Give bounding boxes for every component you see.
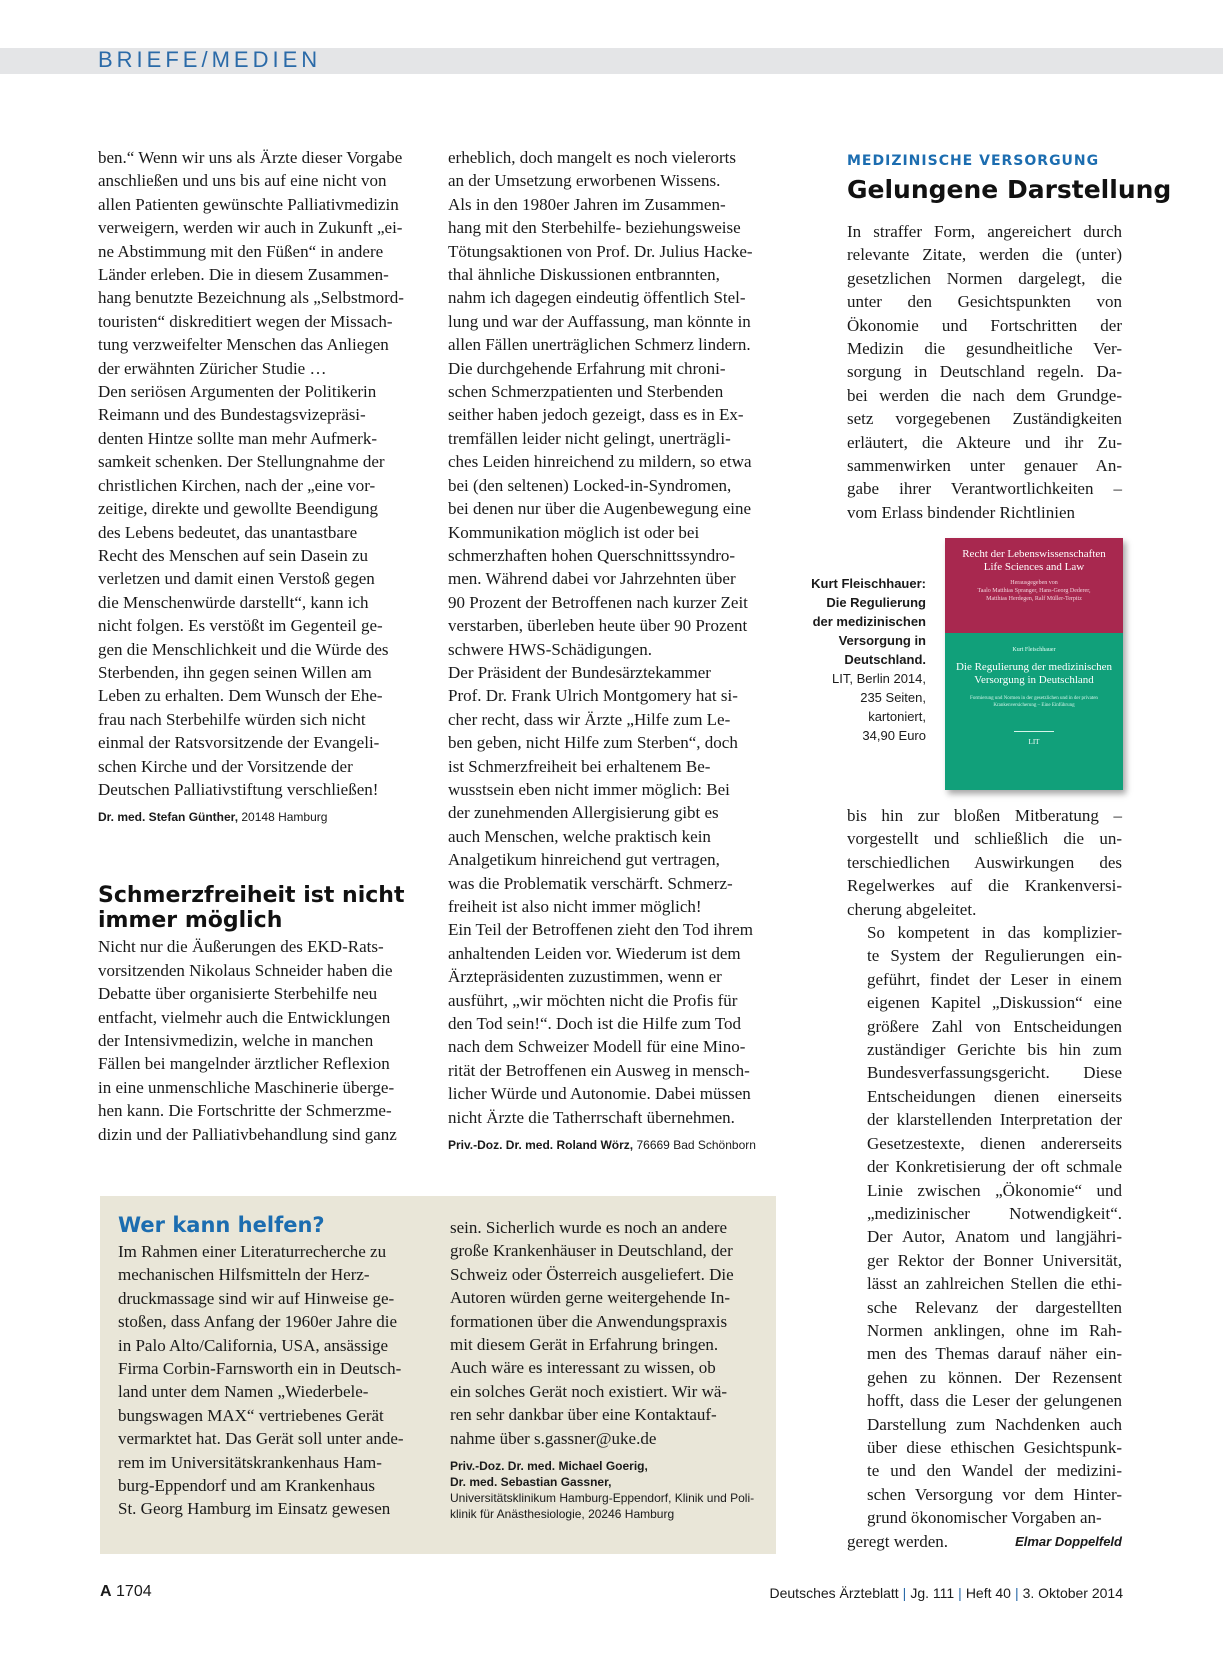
text-line: nicht Ärzte die Tatherrschaft übernehmen.	[448, 1107, 735, 1127]
text-line: erläutert, die Akteure und ihr Zu-	[847, 432, 1122, 452]
text-line: geführt, findet der Leser in einem	[867, 969, 1122, 989]
text-line: nach dem Schweizer Modell für eine Mino-	[448, 1037, 746, 1057]
text-line: ausführt, „wir möchten nicht die Profis für	[448, 990, 738, 1010]
text-line: samkeit schenken. Der Stellungnahme der	[98, 452, 385, 472]
text-line: in Palo Alto/California, USA, ansässige	[118, 1335, 389, 1355]
text-line: 90 Prozent der Betroffenen nach kurzer Zeit	[448, 592, 748, 612]
text-line: der Konkretisierung der oft schmale	[867, 1157, 1122, 1177]
book-cover-rule	[1014, 731, 1054, 732]
review-body-part2	[847, 804, 1122, 1553]
section-header: BRIEFE/MEDIEN	[98, 47, 322, 72]
info-box-title: Wer kann helfen?	[118, 1213, 325, 1237]
text-line: Nicht nur die Äußerungen des EKD-Rats-	[98, 937, 384, 957]
review-last-line: geregt werden. Elmar Doppelfeld	[847, 1530, 1122, 1553]
text-line: Normen anklingen, ohne im Rah-	[867, 1320, 1122, 1340]
text-line: Debatte über organisierte Sterbehilfe neu	[98, 984, 378, 1004]
text-line: hang benutzte Bezeichnung als „Selbstmord-	[98, 288, 404, 308]
text-line: schen Versorgung vor dem Hinter-	[867, 1484, 1122, 1504]
text-line: anhaltenden Leiden vor. Wiederum ist dem	[448, 943, 741, 963]
review-kicker: MEDIZINISCHE VERSORGUNG	[847, 153, 1100, 169]
text-line: was die Problematik verschärft. Schmerz-	[448, 873, 733, 893]
text-line: frau nach Sterbehilfe würden sich nicht	[98, 709, 366, 729]
book-cover-author: Kurt Fleischhauer	[1012, 647, 1056, 653]
text-line: grund ökonomischer Vorgaben an-	[867, 1508, 1102, 1528]
book-cover-banner: Recht der Lebenswissenschaften Life Sciences and Law Herausgegeben von Taalo Matthias Spranger, Hans-Georg Dederer, Matthias Herdegen, Ralf Müller-Terpitz	[945, 538, 1123, 633]
text-line: lung und war der Auffassung, man könnte in	[448, 311, 751, 331]
text-line: ches Leiden hinreichend zu mildern, so etwa	[448, 452, 752, 472]
journal-name: Deutsches Ärzteblatt	[769, 1585, 899, 1601]
text-line: tremfällen leider nicht gelingt, unerträgli-	[448, 428, 731, 448]
text-line: Ärztepräsidenten zuzustimmen, wenn er	[448, 967, 722, 987]
text-line: terschiedlichen Auswirkungen des	[847, 852, 1122, 872]
text-line: Kommunikation möglich ist oder bei	[448, 522, 700, 542]
text-line: allen Patienten gewünschte Palliativmedizin	[98, 194, 399, 214]
info-box-right	[450, 1216, 770, 1522]
signature-name: Priv.-Doz. Dr. med. Roland Wörz,	[448, 1138, 634, 1153]
text-line: sammenwirken unter genauer An-	[847, 456, 1122, 476]
text-line: schen Kirche und der Vorsitzende der	[98, 756, 353, 776]
text-line: entfacht, vielmehr auch die Entwicklungen	[98, 1007, 391, 1027]
review-title: Gelungene Darstellung	[847, 175, 1172, 204]
text-line: rem im Universitätskrankenhaus Ham-	[118, 1452, 382, 1472]
text-line: verweigern, werden wir auch in Zukunft „ei-	[98, 218, 403, 238]
text-line: der Intensivmedizin, welche in manchen	[98, 1031, 374, 1050]
letter-signature	[448, 1137, 778, 1153]
text-line: cherung abgeleitet.	[847, 899, 977, 919]
book-info: Kurt Fleischhauer: Die Regulierung der medizinischen Versorgung in Deutschland. LIT, Berlin 2014, 235 Seiten, kartoniert, 34,90 Euro	[786, 574, 926, 745]
text-line: ben geben, nicht Hilfe zum Sterben“, doch	[448, 733, 738, 753]
signature-place: 20148 Hamburg	[241, 810, 328, 825]
text-line: gen die Menschlichkeit und die Würde des	[98, 639, 389, 659]
text-line: vorsitzenden Nikolaus Schneider haben die	[98, 960, 393, 980]
text-line: große Krankenhäuser in Deutschland, der	[450, 1241, 733, 1261]
text-line: Leben zu erhalten. Dem Wunsch der Ehe-	[98, 686, 383, 706]
letter-body-continued	[448, 146, 778, 1129]
text-line: St. Georg Hamburg im Einsatz gewesen	[118, 1499, 391, 1519]
book-publisher: LIT, Berlin 2014,	[832, 671, 926, 686]
text-line: ist Schmerzfreiheit bei erhaltenem Be-	[448, 756, 711, 776]
text-line: licher Würde und Autonomie. Dabei müssen	[448, 1084, 751, 1104]
text-line: Autoren würden gerne weitergehende In-	[450, 1288, 731, 1308]
book-cover-title: Die Regulierung der medizinischen Versorgung in Deutschland	[955, 661, 1113, 686]
text-line: mechanischen Hilfsmitteln der Herz-	[118, 1265, 370, 1285]
text-line: bis hin zur bloßen Mitberatung –	[847, 806, 1122, 825]
text-line: Bundesverfassungsgericht. Diese	[867, 1063, 1122, 1083]
text-line: freiheit ist also nicht immer möglich!	[448, 897, 702, 916]
text-line: an der Umsetzung erworbenen Wissens.	[448, 171, 721, 191]
text-line: hen kann. Die Fortschritte der Schmerzme-	[98, 1101, 392, 1121]
reviewer-name: Elmar Doppelfeld	[1015, 1533, 1122, 1549]
text-line: Länder erleben. Die in diesem Zusammen-	[98, 265, 389, 285]
text-line: setz vorgegebenen Zuständigkeiten	[847, 409, 1122, 429]
text-line: der erwähnten Züricher Studie …	[98, 358, 327, 378]
text-line: te und den Wandel der medizini-	[867, 1461, 1122, 1481]
text-line: bungswagen MAX“ vertriebenes Gerät	[118, 1405, 384, 1425]
book-binding: kartoniert,	[868, 709, 926, 724]
text-line: Der Autor, Anatom und langjähri-	[867, 1227, 1122, 1247]
page-number: A 1704	[100, 1583, 152, 1600]
text-line: ben.“ Wenn wir uns als Ärzte dieser Vorgabe	[98, 148, 403, 167]
text-line: Regelwerkes auf die Krankenversi-	[847, 876, 1122, 896]
text-line: hofft, dass die Leser der gelungenen	[867, 1391, 1122, 1411]
text-line: bei werden die nach dem Grundge-	[847, 385, 1122, 405]
text-line: In straffer Form, angereichert durch	[847, 222, 1122, 241]
text-line: Den seriösen Argumenten der Politikerin	[98, 382, 377, 402]
book-price: 34,90 Euro	[862, 728, 926, 743]
text-line: schen Schmerzpatienten und Sterbenden	[448, 382, 724, 402]
letter-heading: Schmerzfreiheit ist nicht immer möglich	[98, 883, 405, 934]
text-line: größere Zahl von Entscheidungen	[867, 1016, 1122, 1036]
text-line: ren sehr dankbar über eine Kontaktauf-	[450, 1405, 717, 1425]
signature-name: Dr. med. Stefan Günther,	[98, 810, 239, 825]
text-line: vorgestellt und schließlich die un-	[847, 829, 1122, 849]
text-line: allen Fällen unerträglichen Schmerz lindern.	[448, 335, 751, 355]
text-line: bei denen nur über die Augenbewegung eine	[448, 499, 752, 519]
text-line: erheblich, doch mangelt es noch vielerorts	[448, 148, 736, 167]
text-line: Ökonomie und Fortschritten der	[847, 315, 1122, 335]
column-1	[98, 146, 420, 1146]
text-line: einmal der Ratsvorsitzende der Evangeli-	[98, 733, 380, 753]
text-line: schwere HWS-Schädigungen.	[448, 639, 652, 659]
text-line: zeitige, direkte und gewollte Beendigung	[98, 499, 378, 519]
text-line: anschließen und uns bis auf eine nicht von	[98, 171, 387, 191]
book-author: Kurt Fleischhauer:	[811, 576, 926, 591]
text-line: vom Erlass bindender Richtlinien	[847, 502, 1076, 522]
text-line: Ein Teil der Betroffenen zieht den Tod ihrem	[448, 920, 753, 940]
text-line: sein. Sicherlich wurde es noch an andere	[450, 1218, 728, 1237]
text-line: sche Relevanz der dargestellten	[867, 1297, 1122, 1317]
text-line: So kompetent in das komplizier-	[867, 923, 1122, 943]
text-line: Entscheidungen dienen einerseits	[867, 1086, 1122, 1106]
text-line: verletzen und damit einen Verstoß gegen	[98, 569, 375, 589]
text-line: über diese ethischen Gesichtspunk-	[867, 1437, 1122, 1457]
text-line: gehen zu können. Der Rezensent	[867, 1367, 1122, 1387]
text-line: Reimann und des Bundestagsvizepräsi-	[98, 405, 366, 425]
text-line: bei (den seltenen) Locked-in-Syndromen,	[448, 475, 732, 495]
text-line: seither haben jedoch gezeigt, dass es in Ex-	[448, 405, 744, 425]
text-line: nahme über s.gassner@uke.de	[450, 1428, 657, 1448]
text-line: Schweiz oder Österreich ausgeliefert. Die	[450, 1264, 734, 1284]
text-line: unter den Gesichtspunkten von	[847, 292, 1122, 312]
text-line: ein solches Gerät noch existiert. Wir wä-	[450, 1381, 728, 1401]
text-line: Im Rahmen einer Literaturrecherche zu	[118, 1242, 387, 1261]
text-line: touristen“ diskreditiert wegen der Missach-	[98, 311, 393, 331]
text-line: Die durchgehende Erfahrung mit chroni-	[448, 358, 726, 378]
text-line: ne Abstimmung mit den Füßen“ in andere	[98, 241, 384, 261]
text-line: Darstellung zum Nachdenken auch	[867, 1414, 1122, 1434]
book-cover-subtitle: Formierung und Normen in der gesetzlichen und in der privaten Krankenversicherung – Eine Einführung	[970, 696, 1098, 708]
column-2	[448, 146, 778, 1153]
text-line: des Lebens bedeutet, das unantastbare	[98, 522, 358, 542]
journal-volume: Jg. 111	[910, 1585, 955, 1601]
letter-continuation	[98, 146, 420, 801]
text-line: formationen über die Anwendungspraxis	[450, 1311, 728, 1331]
text-line: cher recht, dass wir Ärzte „Hilfe zum Le-	[448, 709, 731, 729]
text-line: Deutschen Palliativstiftung verschließen!	[98, 779, 379, 799]
text-line: „medizinischer Notwendigkeit“.	[867, 1203, 1122, 1223]
journal-issue: Heft 40	[965, 1585, 1011, 1601]
text-line: thal ähnliche Diskussionen entbrannten,	[448, 265, 720, 285]
text-line: Der Präsident der Bundesärztekammer	[448, 662, 711, 682]
text-line: in eine unmenschliche Maschinerie übergе-	[98, 1077, 395, 1097]
info-box-signature: Priv.-Doz. Dr. med. Michael Goerig, Dr. med. Sebastian Gassner, Universitätsklinikum Hamburg-Eppendorf, Klinik und Poli- klinik für Anästhesiologie, 20246 Hamburg	[450, 1459, 755, 1522]
letter-body	[98, 935, 420, 1146]
text-line: Linie zwischen „Ökonomie“ und	[867, 1180, 1122, 1200]
signature-place: 76669 Bad Schönborn	[636, 1138, 756, 1153]
review-body-part1	[847, 220, 1122, 524]
text-line: Als in den 1980er Jahren im Zusammen-	[448, 194, 726, 214]
text-line: dizin und der Palliativbehandlung sind ganz	[98, 1124, 397, 1144]
text-line: denten Hintze sollte man mehr Aufmerk-	[98, 428, 377, 448]
text-line: Auch wäre es interessant zu wissen, ob	[450, 1358, 716, 1378]
text-line: den Tod sein!“. Doch ist die Hilfe zum Tod	[448, 1014, 742, 1034]
book-cover-publisher: LIT	[1028, 738, 1040, 746]
text-line: christlichen Kirchen, nach der „eine vor-	[98, 475, 376, 495]
text-line: rität der Betroffenen ein Ausweg in mensch-	[448, 1060, 750, 1080]
journal-info: Deutsches Ärzteblatt | Jg. 111 | Heft 40 | 3. Oktober 2014	[769, 1585, 1123, 1601]
info-box-left	[118, 1240, 438, 1521]
text-line: Prof. Dr. Frank Ulrich Montgomery hat si-	[448, 686, 738, 706]
text-line: verstarben, überleben heute über 90 Prozent	[448, 616, 748, 636]
text-line: hang mit den Sterbehilfe- beziehungsweise	[448, 218, 741, 238]
text-line: Sterbenden, ihn gegen seinen Willen am	[98, 662, 372, 682]
text-line: Recht des Menschen auf sein Dasein zu	[98, 545, 369, 565]
text-line: Analgetikum hinreichend gut vertragen,	[448, 850, 720, 870]
text-line: nicht folgen. Es verstößt im Gegenteil ge-	[98, 616, 383, 636]
text-line: te System der Regulierungen ein-	[867, 946, 1122, 966]
text-line: gesetzlichen Normen dargelegt, die	[847, 268, 1122, 288]
text-line: relevante Zitate, werden die (unter)	[847, 245, 1122, 265]
text-line: wusstsein eben nicht immer möglich: Bei	[448, 779, 730, 799]
book-pages: 235 Seiten,	[860, 690, 926, 705]
text-line: sorgung in Deutschland regeln. Da-	[847, 362, 1122, 382]
text-line: der zunehmenden Allergisierung gibt es	[448, 803, 719, 823]
text-line: der klarstellenden Interpretation der	[867, 1110, 1122, 1130]
text-line: land unter dem Namen „Wiederbele-	[118, 1382, 369, 1402]
letter-signature	[98, 809, 420, 825]
text-line: men. Während dabei vor Jahrzehnten über	[448, 569, 736, 589]
text-line: lässt an zahlreichen Stellen die ethi-	[867, 1274, 1122, 1294]
text-line: Tötungsaktionen von Prof. Dr. Julius Hacke-	[448, 241, 753, 261]
text-line: druckmassage sind wir auf Hinweise ge-	[118, 1288, 395, 1308]
text-line: schmerzhaften hohen Querschnittssyndro-	[448, 545, 736, 565]
text-line: Medizin die gesundheitliche Ver-	[847, 339, 1122, 359]
book-cover-image	[945, 538, 1123, 790]
text-line: zuständiger Gerichte bis hin zum	[867, 1040, 1122, 1060]
journal-date: 3. Oktober 2014	[1022, 1585, 1123, 1601]
text-line: eigenen Kapitel „Diskussion“ eine	[867, 993, 1122, 1013]
text-line: vermarktet hat. Das Gerät soll unter ande-	[118, 1429, 404, 1449]
text-line: Firma Corbin-Farnsworth ein in Deutsch-	[118, 1359, 402, 1379]
text-line: men des Themas darauf näher ein-	[867, 1344, 1122, 1364]
text-line: Gesetzestexte, dienen andererseits	[867, 1133, 1122, 1153]
text-line: ger Rektor der Bonner Universität,	[867, 1250, 1122, 1270]
text-line: gabe ihrer Verantwortlichkeiten –	[847, 479, 1122, 499]
text-line: die Menschenwürde darstellt“, kann ich	[98, 592, 369, 612]
text-line: stoßen, dass Anfang der 1960er Jahre die	[118, 1312, 398, 1332]
text-line: burg-Eppendorf und am Krankenhaus	[118, 1476, 375, 1496]
text-line: auch Menschen, welche praktisch kein	[448, 826, 711, 846]
text-line: nahm ich dagegen eindeutig öffentlich Stel-	[448, 288, 746, 308]
text-line: Fällen bei mangelnder ärztlicher Reflexion	[98, 1054, 390, 1074]
text-line: mit diesem Gerät in Erfahrung bringen.	[450, 1335, 719, 1355]
text-line: tung verzweifelter Menschen das Anliegen	[98, 335, 389, 355]
